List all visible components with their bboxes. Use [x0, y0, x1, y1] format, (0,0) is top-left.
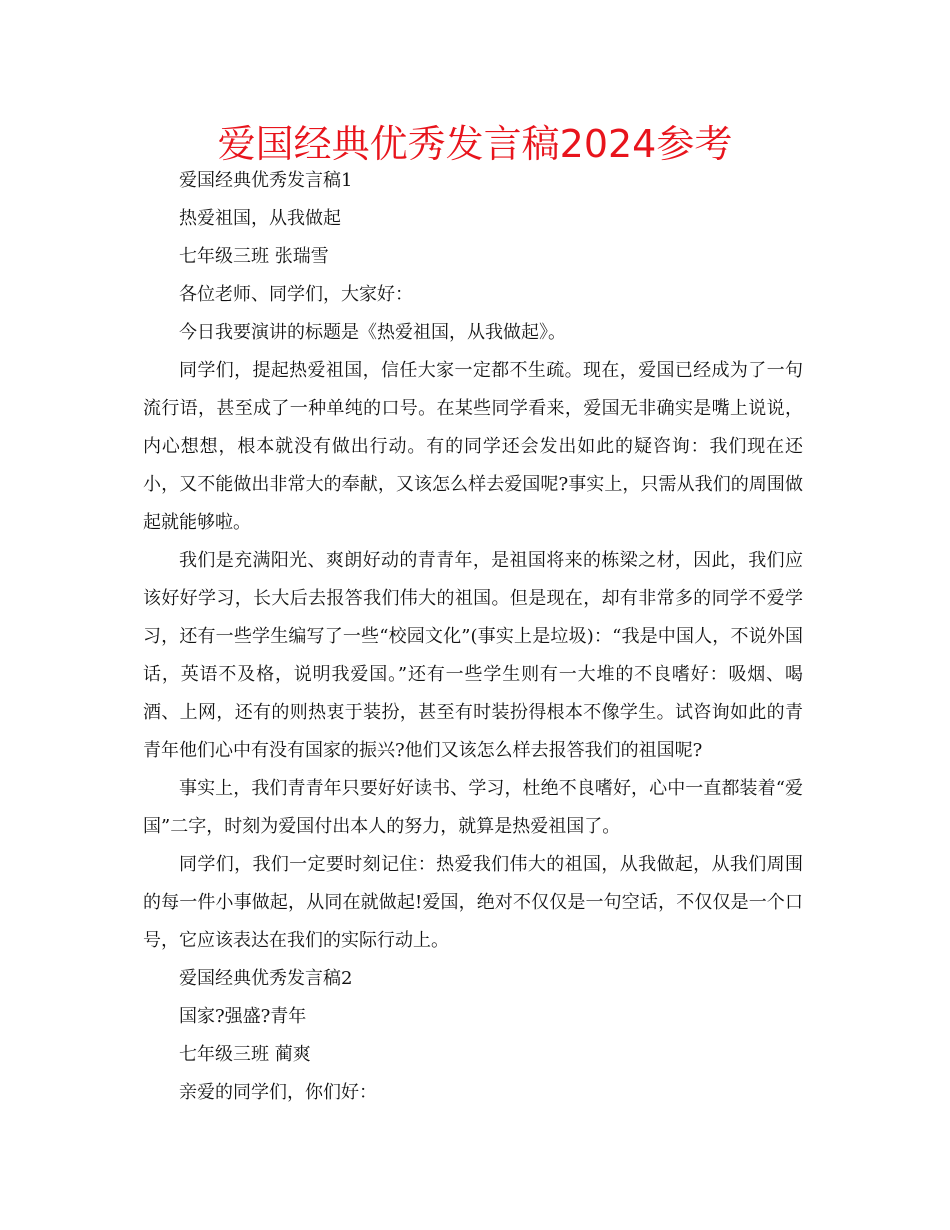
document-title: 爱国经典优秀发言稿2024参考 — [217, 122, 733, 166]
speech-title-1: 热爱祖国，从我做起 — [179, 208, 341, 229]
body-paragraph-2: 我们是充满阳光、爽朗好动的青青年，是祖国将来的栋梁之材，因此，我们应该好好学习，长大后去报答我们伟大的祖国。但是现在，却有非常多的同学不爱学习，还有一些学生编写了一些“校园文化”(事实上是垃圾)：“我是中国人，不说外国话，英语不及格，说明我爱国。”还有一些学生则有一大堆的不良嗜好：吸烟、喝酒、上网，还有的则热衷于装扮，甚至有时装扮得根本不像学生。试咨询如此的青青年他们心中有没有国家的振兴?他们又该怎么样去报答我们的祖国呢? — [143, 550, 803, 761]
body-paragraph-4: 同学们，我们一定要时刻记住：热爱我们伟大的祖国，从我做起，从我们周围的每一件小事做起，从同在就做起!爱国，绝对不仅仅是一句空话，不仅仅是一个口号，它应该表达在我们的实际行动上。 — [143, 854, 803, 951]
speech-author-2: 七年级三班 蔺爽 — [179, 1044, 311, 1065]
section-heading-1: 爱国经典优秀发言稿1 — [179, 170, 353, 191]
body-paragraph-3: 事实上，我们青青年只要好好读书、学习，杜绝不良嗜好，心中一直都装着“爱国”二字，时刻为爱国付出本人的努力，就算是热爱祖国了。 — [143, 778, 803, 837]
speech-title-2: 国家?强盛?青年 — [179, 1006, 307, 1027]
section-heading-2: 爱国经典优秀发言稿2 — [179, 968, 353, 989]
greeting-1: 各位老师、同学们，大家好： — [179, 284, 413, 305]
intro-paragraph: 今日我要演讲的标题是《热爱祖国，从我做起》。 — [179, 322, 566, 343]
body-paragraph-1: 同学们，提起热爱祖国，信任大家一定都不生疏。现在，爱国已经成为了一句流行语，甚至成了一种单纯的口号。在某些同学看来，爱国无非确实是嘴上说说，内心想想，根本就没有做出行动。有的同学还会发出如此的疑咨询：我们现在还小，又不能做出非常大的奉献，又该怎么样去爱国呢?事实上，只需从我们的周围做起就能够啦。 — [143, 360, 803, 533]
greeting-2: 亲爱的同学们，你们好： — [179, 1082, 377, 1103]
speech-author-1: 七年级三班 张瑞雪 — [179, 246, 329, 267]
document-body — [143, 162, 803, 1112]
